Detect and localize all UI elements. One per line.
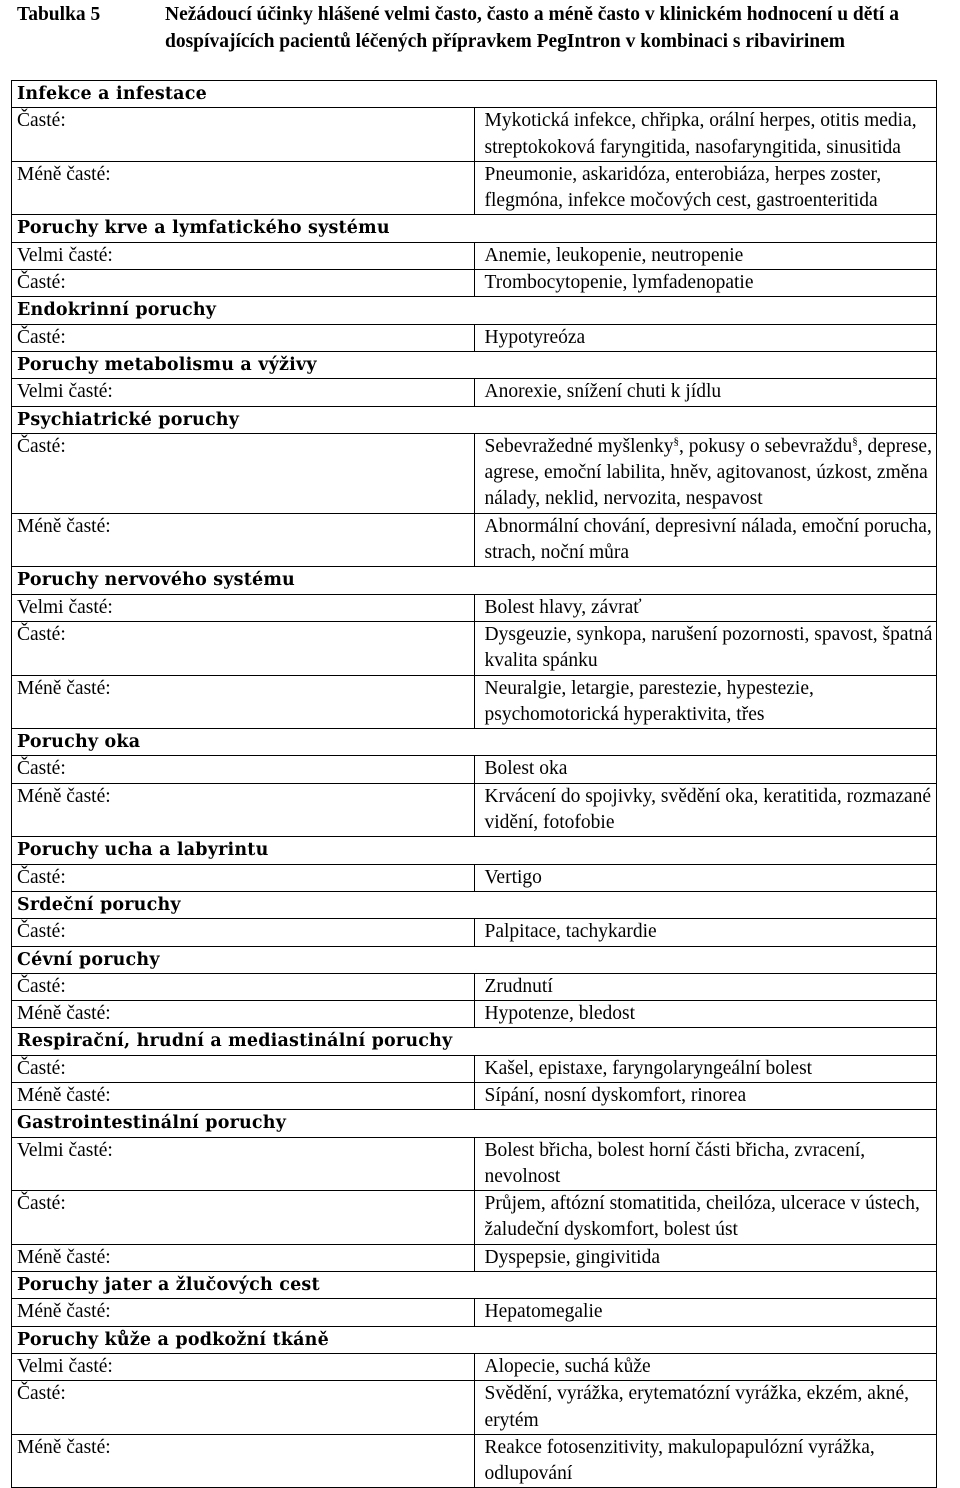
table-row: [12, 675, 937, 729]
frequency-cell: Časté:: [12, 919, 475, 946]
frequency-cell: Méně časté:: [12, 1299, 475, 1326]
frequency-cell: Časté:: [12, 864, 475, 891]
frequency-cell: Velmi časté:: [12, 1353, 475, 1380]
table-row: [12, 270, 937, 297]
table-row: [12, 621, 937, 675]
effects-cell: Dyspepsie, gingivitida: [474, 1244, 937, 1271]
frequency-cell: Méně časté:: [12, 1434, 475, 1488]
section-header-row: [12, 567, 937, 594]
effects-cell: Vertigo: [474, 864, 937, 891]
section-header-row: [12, 837, 937, 864]
effects-cell: Hypotyreóza: [474, 324, 937, 351]
effects-cell: Kašel, epistaxe, faryngolaryngeální bolest: [474, 1055, 937, 1082]
section-title: Cévní poruchy: [12, 946, 937, 973]
table-row: [12, 594, 937, 621]
table-row: [12, 379, 937, 406]
effects-cell: Bolest oka: [474, 756, 937, 783]
effects-text: Sebevražedné myšlenky: [484, 435, 674, 457]
table-row: [12, 1353, 937, 1380]
table-row: [12, 756, 937, 783]
frequency-cell: Méně časté:: [12, 783, 475, 837]
frequency-cell: Velmi časté:: [12, 1137, 475, 1191]
frequency-cell: Velmi časté:: [12, 379, 475, 406]
frequency-cell: Časté:: [12, 108, 475, 162]
frequency-cell: Méně časté:: [12, 513, 475, 567]
effects-cell: Svědění, vyrážka, erytematózní vyrážka, ekzém, akné, erytém: [474, 1381, 937, 1435]
section-title: Srdeční poruchy: [12, 891, 937, 918]
frequency-cell: Velmi časté:: [12, 594, 475, 621]
effects-cell: Bolest břicha, bolest horní části břicha, zvracení, nevolnost: [474, 1137, 937, 1191]
table-row: [12, 324, 937, 351]
table-row: [12, 1001, 937, 1028]
section-header-row: [12, 1272, 937, 1299]
section-title: Infekce a infestace: [12, 81, 937, 108]
frequency-cell: Méně časté:: [12, 161, 475, 215]
section-title: Respirační, hrudní a mediastinální poruchy: [12, 1028, 937, 1055]
section-header-row: [12, 729, 937, 756]
frequency-cell: Méně časté:: [12, 675, 475, 729]
table-row: [12, 1082, 937, 1109]
effects-cell: Reakce fotosenzitivity, makulopapulózní vyrážka, odlupování: [474, 1434, 937, 1488]
section-title: Poruchy metabolismu a výživy: [12, 351, 937, 378]
effects-cell: Abnormální chování, depresivní nálada, emoční porucha, strach, noční můra: [474, 513, 937, 567]
effects-cell: Anorexie, snížení chuti k jídlu: [474, 379, 937, 406]
table-row: [12, 919, 937, 946]
section-header-row: [12, 1326, 937, 1353]
table-row: [12, 973, 937, 1000]
effects-text: , deprese, agrese, emoční labilita, hněv, agitovanost, úzkost, změna nálady, neklid, nervozita, nespavost: [484, 435, 932, 510]
section-header-row: [12, 215, 937, 242]
effects-cell: Krvácení do spojivky, svědění oka, keratitida, rozmazané vidění, fotofobie: [474, 783, 937, 837]
effects-cell: Zrudnutí: [474, 973, 937, 1000]
table-row: [12, 1137, 937, 1191]
frequency-cell: Velmi časté:: [12, 242, 475, 269]
footnote-mark: §: [673, 435, 679, 448]
effects-text: , pokusy o sebevraždu: [678, 435, 853, 457]
section-title: Poruchy krve a lymfatického systému: [12, 215, 937, 242]
footnote-mark: §: [852, 435, 858, 448]
table-row: [12, 1381, 937, 1435]
effects-cell: [474, 433, 937, 513]
effects-cell: Hepatomegalie: [474, 1299, 937, 1326]
table-row: [12, 1191, 937, 1245]
effects-cell: Trombocytopenie, lymfadenopatie: [474, 270, 937, 297]
frequency-cell: Časté:: [12, 973, 475, 1000]
section-header-row: [12, 946, 937, 973]
frequency-cell: Časté:: [12, 1191, 475, 1245]
frequency-cell: Méně časté:: [12, 1244, 475, 1271]
section-title: Poruchy nervového systému: [12, 567, 937, 594]
table-row: [12, 433, 937, 513]
section-title: Gastrointestinální poruchy: [12, 1110, 937, 1137]
table-row: [12, 161, 937, 215]
effects-cell: Mykotická infekce, chřipka, orální herpes, otitis media, streptokoková faryngitida, nasofaryngitida, sinusitida: [474, 108, 937, 162]
section-title: Poruchy kůže a podkožní tkáně: [12, 1326, 937, 1353]
table-row: [12, 1299, 937, 1326]
effects-cell: Alopecie, suchá kůže: [474, 1353, 937, 1380]
frequency-cell: Časté:: [12, 1381, 475, 1435]
effects-cell: Dysgeuzie, synkopa, narušení pozornosti, spavost, špatná kvalita spánku: [474, 621, 937, 675]
section-title: Poruchy oka: [12, 729, 937, 756]
section-title: Poruchy jater a žlučových cest: [12, 1272, 937, 1299]
effects-cell: Anemie, leukopenie, neutropenie: [474, 242, 937, 269]
table-row: [12, 108, 937, 162]
frequency-cell: Méně časté:: [12, 1082, 475, 1109]
frequency-cell: Časté:: [12, 621, 475, 675]
section-header-row: [12, 351, 937, 378]
section-header-row: [12, 406, 937, 433]
table-row: [12, 242, 937, 269]
effects-cell: Pneumonie, askaridóza, enterobiáza, herpes zoster, flegmóna, infekce močových cest, gastroenteritida: [474, 161, 937, 215]
frequency-cell: Časté:: [12, 324, 475, 351]
frequency-cell: Časté:: [12, 270, 475, 297]
table-caption-title: Nežádoucí účinky hlášené velmi často, často a méně často v klinickém hodnocení u dětí a dospívajících pacientů léčených přípravkem PegIntron v kombinaci s ribavirinem: [165, 4, 899, 52]
table-caption-label: Tabulka 5: [17, 4, 101, 25]
table-row: [12, 1434, 937, 1488]
frequency-cell: Časté:: [12, 1055, 475, 1082]
frequency-cell: Časté:: [12, 433, 475, 513]
table-row: [12, 1244, 937, 1271]
effects-cell: Neuralgie, letargie, parestezie, hypestezie, psychomotorická hyperaktivita, třes: [474, 675, 937, 729]
effects-cell: Palpitace, tachykardie: [474, 919, 937, 946]
table-caption: [17, 2, 957, 55]
table-row: [12, 783, 937, 837]
table-row: [12, 864, 937, 891]
section-header-row: [12, 1028, 937, 1055]
frequency-cell: Méně časté:: [12, 1001, 475, 1028]
section-title: Psychiatrické poruchy: [12, 406, 937, 433]
section-header-row: [12, 81, 937, 108]
section-header-row: [12, 297, 937, 324]
effects-cell: Sípání, nosní dyskomfort, rinorea: [474, 1082, 937, 1109]
section-title: Endokrinní poruchy: [12, 297, 937, 324]
section-header-row: [12, 891, 937, 918]
effects-cell: Hypotenze, bledost: [474, 1001, 937, 1028]
table-row: [12, 513, 937, 567]
section-header-row: [12, 1110, 937, 1137]
adverse-effects-table: [11, 80, 937, 1488]
effects-cell: Bolest hlavy, závrať: [474, 594, 937, 621]
table-row: [12, 1055, 937, 1082]
adverse-effects-table-body: [12, 81, 937, 1488]
frequency-cell: Časté:: [12, 756, 475, 783]
section-title: Poruchy ucha a labyrintu: [12, 837, 937, 864]
effects-cell: Průjem, aftózní stomatitida, cheilóza, ulcerace v ústech, žaludeční dyskomfort, bolest úst: [474, 1191, 937, 1245]
